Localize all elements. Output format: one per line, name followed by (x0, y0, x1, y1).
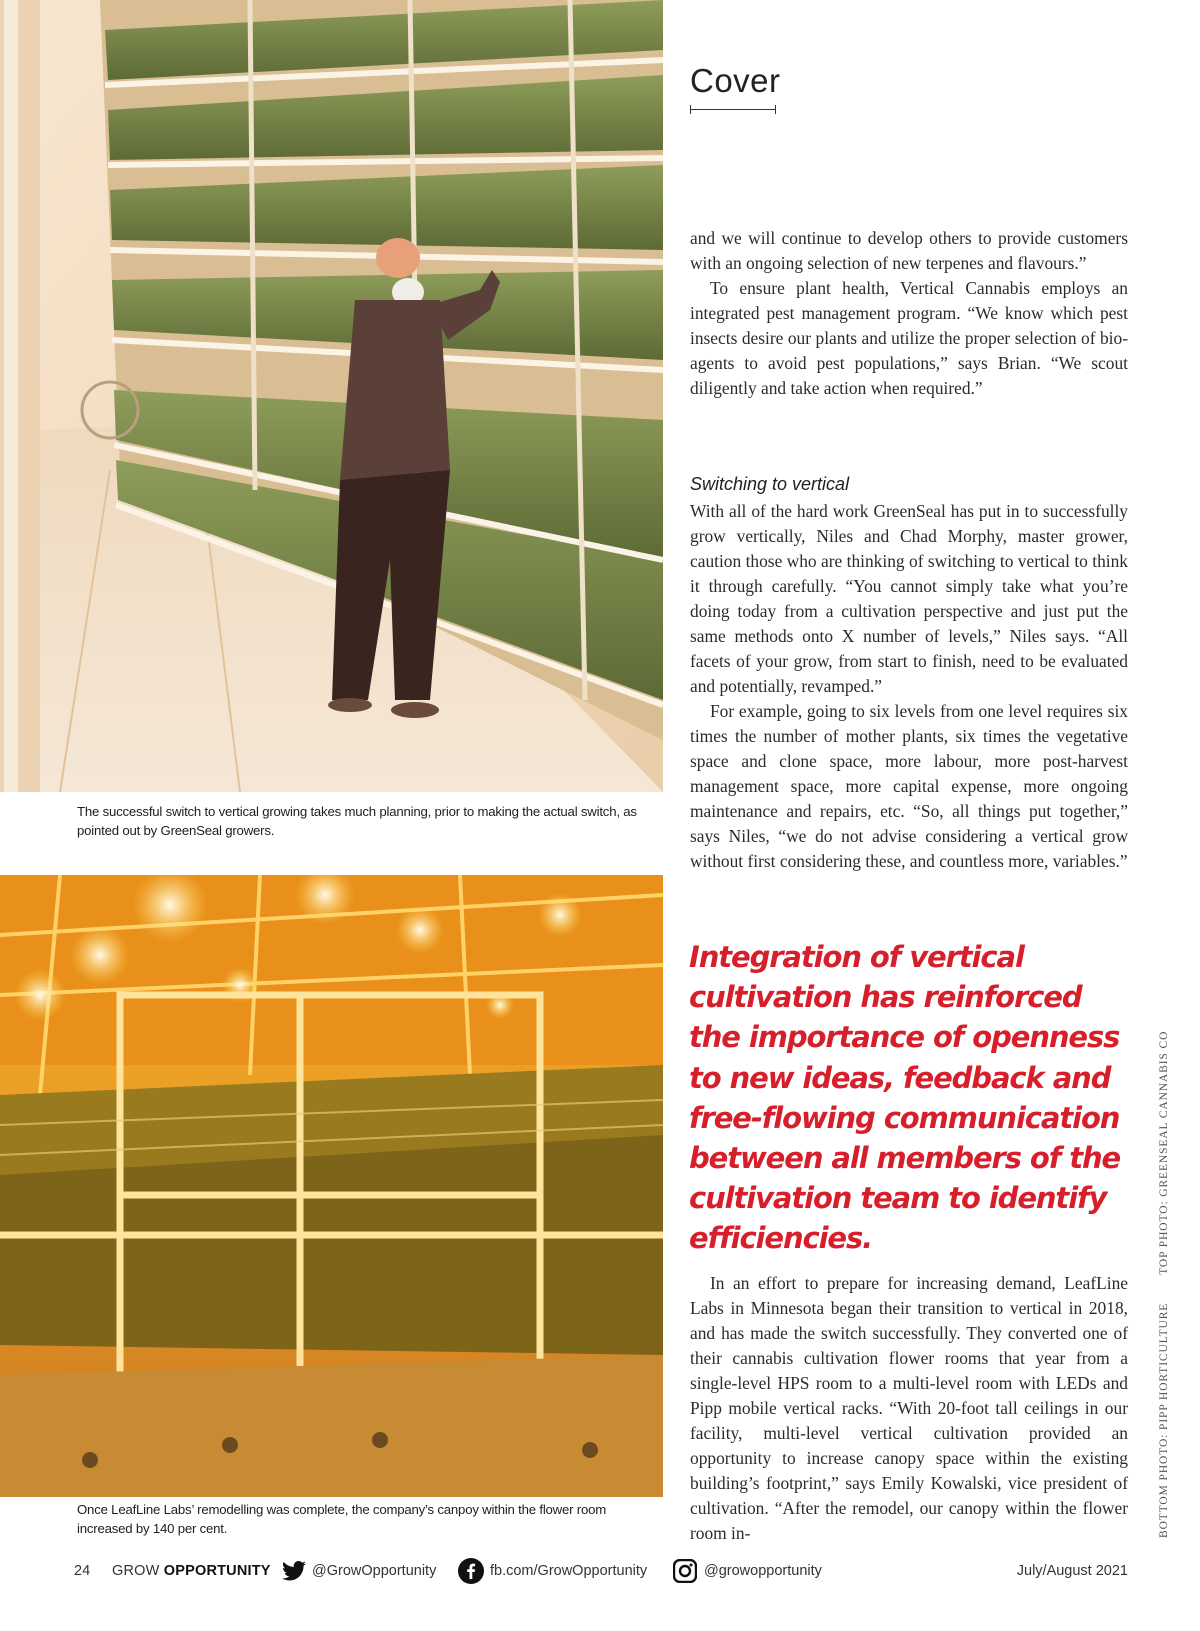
flower-room-photo (0, 875, 663, 1497)
credit-top: TOP PHOTO: GREENSEAL CANNABIS CO (1158, 1030, 1170, 1275)
paragraph-5: In an effort to prepare for increasing demand, LeafLine Labs in Minnesota began their transition to vertical in 2018, and has made the switch successfully. They converted one of their cannabis cultivation flower rooms that year from a single-level HPS room to a multi-level room with LEDs and Pipp mobile vertical racks. “With 20-foot tall ceilings in our facility, multi-level vertical cultivation provided an opportunity to increase canopy space within the existing building’s footprint,” says Emily Kowalski, vice president of cultivation. “After the remodel, our canopy within the flower room in- (690, 1273, 1128, 1543)
bottom-photo (0, 875, 663, 1497)
section-rule (690, 109, 776, 110)
article-column-lower (690, 1271, 1128, 1546)
brand-light: GROW (112, 1563, 164, 1579)
credit-bottom: BOTTOM PHOTO: PIPP HORTICULTURE (1158, 1302, 1170, 1538)
section-title: Cover (690, 62, 781, 99)
brand-bold: OPPORTUNITY (163, 1563, 271, 1579)
twitter-icon[interactable] (282, 1560, 306, 1582)
top-photo-caption: The successful switch to vertical growing takes much planning, prior to making the actual switch, as pointed out by GreenSeal growers. (77, 804, 637, 838)
paragraph-1: and we will continue to develop others to provide customers with an ongoing selection of new terpenes and flavours.” (690, 228, 1128, 273)
paragraph-3: With all of the hard work GreenSeal has put in to successfully grow vertically, Niles and Chad Morphy, master grower, caution those who are thinking of switching to vertical to think it through carefully. “You cannot simply take what you’re doing today from a cultivation perspective and just put the same methods onto X number of levels,” Niles says. “All facets of your grow, from start to finish, need to be evaluated and potentially, revamped.” (690, 501, 1128, 696)
top-photo (0, 0, 663, 792)
vertical-racks-photo (0, 0, 663, 792)
subhead: Switching to vertical (690, 474, 850, 494)
article-column-upper (690, 226, 1128, 401)
issue-date: July/August 2021 (1016, 1563, 1128, 1579)
pull-quote: Integration of vertical cultivation has reinforced the importance of openness to new ideas, feedback and free-flowing communication between all members of the cultivation team to identify efficiencies. (689, 940, 1121, 1256)
instagram-icon[interactable] (673, 1559, 697, 1583)
photo-credits (1158, 1003, 1170, 1538)
twitter-handle[interactable]: @GrowOpportunity (312, 1563, 437, 1579)
paragraph-2: To ensure plant health, Vertical Cannabis employs an integrated pest management program. “We know which pest insects desire our plants and utilize the proper selection of bio-agents to avoid pest populations,” says Brian. “We scout diligently and take action when required.” (690, 278, 1128, 398)
bottom-photo-caption: Once LeafLine Labs’ remodelling was complete, the company’s canpoy within the flower room increased by 140 per cent. (77, 1502, 607, 1536)
instagram-handle[interactable]: @growopportunity (704, 1563, 822, 1579)
article-column-middle (690, 499, 1128, 874)
page-footer (74, 1560, 1128, 1584)
paragraph-4: For example, going to six levels from one level requires six times the number of mother plants, six times the vegetative space and clone space, more labour, more post-harvest management space, more capital expense, more ongoing maintenance and repairs, etc. “So, all things put together,” says Niles, “we do not advise considering a vertical grow without first considering these, and countless more, variables.” (690, 701, 1128, 871)
page-number: 24 (74, 1563, 91, 1579)
facebook-link[interactable]: fb.com/GrowOpportunity (490, 1563, 648, 1579)
brand-name (112, 1563, 271, 1579)
facebook-icon[interactable] (458, 1558, 484, 1584)
